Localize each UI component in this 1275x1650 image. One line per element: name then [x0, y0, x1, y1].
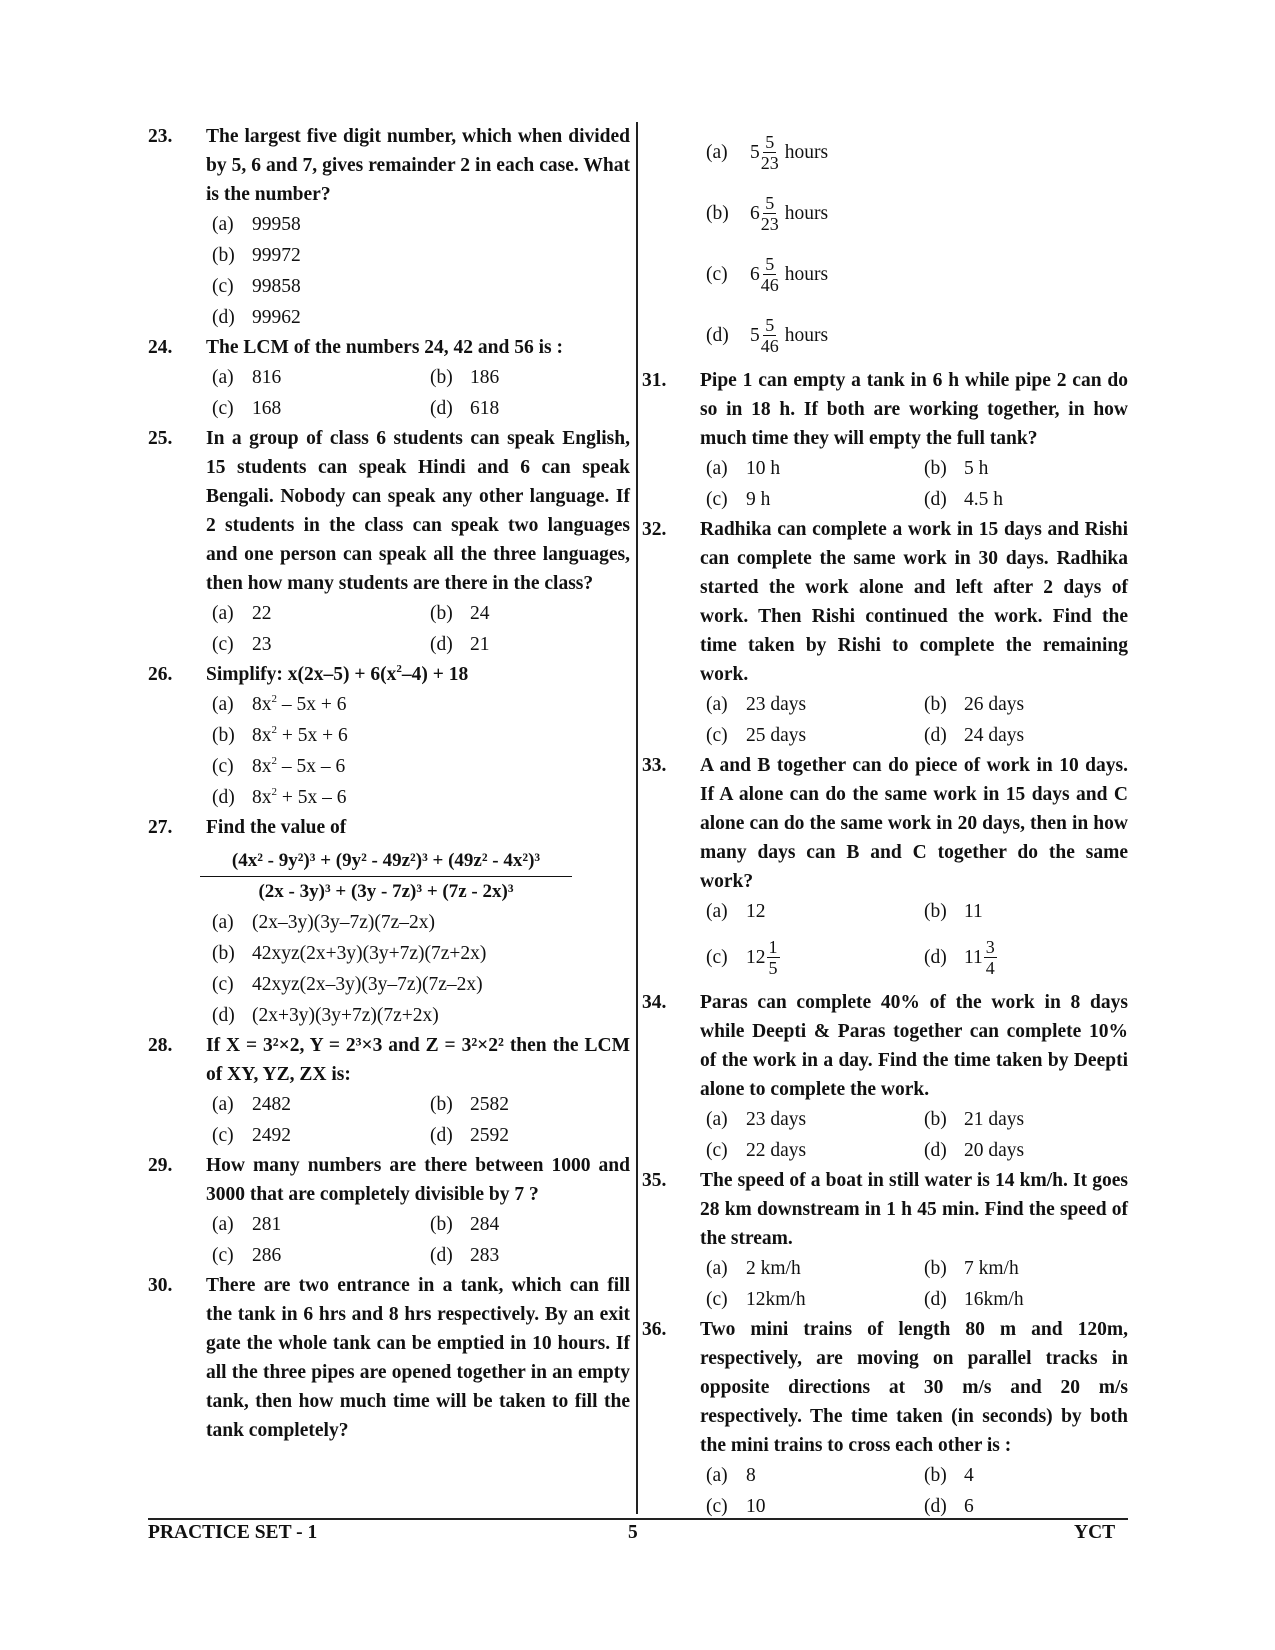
question-number: 25. [148, 428, 173, 449]
question-number: 31. [642, 370, 667, 391]
footer-series-title: PRACTICE SET - 1 [148, 1522, 318, 1543]
right-column [642, 122, 1128, 1522]
option-d: (d) 283 [430, 1245, 500, 1266]
option-a: (a) 10 h [706, 458, 781, 479]
options [700, 1253, 1128, 1315]
options [700, 896, 1128, 988]
expression-fraction [206, 848, 566, 903]
question-30-options [642, 122, 1128, 366]
column-divider [636, 122, 638, 1514]
question-text: How many numbers are there between 1000 and 3000 that are completely divisible by 7 ? [206, 1155, 630, 1205]
question-25 [148, 424, 630, 660]
question-number: 33. [642, 755, 667, 776]
option-c: (c) 25 days [706, 725, 807, 746]
question-36 [642, 1315, 1128, 1522]
option-c: (c) 42xyz(2x–3y)(3y–7z)(7z–2x) [212, 974, 483, 995]
option-b: (b) 2582 [430, 1094, 509, 1115]
option-b: (b) 7 km/h [924, 1258, 1019, 1279]
options [206, 209, 630, 333]
option-b: (b) 284 [430, 1214, 500, 1235]
option-b: (b) $8x^2 + 5x + 6$ [212, 724, 348, 746]
question-number: 30. [148, 1275, 173, 1296]
question-number: 24. [148, 337, 173, 358]
option-b: (b) 5 h [924, 458, 989, 479]
option-a: (a) (2x–3y)(3y–7z)(7z–2x) [212, 912, 436, 933]
option-a: (a) 12 [706, 901, 766, 922]
option-a: (a) $8x^2 - 5x + 6$ [212, 693, 347, 715]
option-d: (d) 5 $\frac{5}{46}$ hours [706, 315, 829, 356]
option-d: (d) 20 days [924, 1140, 1025, 1161]
options [206, 1089, 630, 1151]
question-number: 36. [642, 1319, 667, 1340]
option-c: (c) 12km/h [706, 1289, 806, 1310]
left-column [148, 122, 630, 1445]
option-c: (c) 6 $\frac{5}{46}$ hours [706, 254, 829, 295]
question-29 [148, 1151, 630, 1271]
option-b: (b) 24 [430, 603, 490, 624]
options [206, 598, 630, 660]
question-35 [642, 1166, 1128, 1315]
option-c: (c) 286 [212, 1245, 282, 1266]
question-text: Find the value of [206, 817, 347, 838]
option-d: (d) 21 [430, 634, 490, 655]
option-b: (b) 4 [924, 1465, 974, 1486]
option-d: (d) 2592 [430, 1125, 509, 1146]
option-b: (b) 11 [924, 901, 983, 922]
question-text: Simplify: $x(2x-5) + 6(x^2-4) + 18$ [206, 663, 469, 685]
question-text: Two mini trains of length 80 m and 120m, respectively, are moving on parallel tracks in opposite directions at 30 m/s and 20 m/s respectively. The time taken (in seconds) by both the mini trains to cross each other is : [700, 1319, 1128, 1456]
question-text: The largest five digit number, which when divided by 5, 6 and 7, gives remainder 2 in each case. What is the number? [206, 126, 630, 205]
option-a: (a) 816 [212, 367, 282, 388]
question-26 [148, 660, 630, 813]
option-d: (d) $8x^2 + 5x - 6$ [212, 786, 347, 808]
options [700, 689, 1128, 751]
option-a: (a) 23 days [706, 694, 807, 715]
options [700, 453, 1128, 515]
option-d: (d) (2x+3y)(3y+7z)(7z+2x) [212, 1005, 439, 1026]
footer-publisher: YCT [1074, 1522, 1116, 1543]
option-c: (c) 2492 [212, 1125, 291, 1146]
options [206, 907, 630, 1031]
question-number: 26. [148, 664, 173, 685]
option-b: (b) 42xyz(2x+3y)(3y+7z)(7z+2x) [212, 943, 487, 964]
fraction-numerator: (4x² - 9y²)³ + (9y² - 49z²)³ + (49z² - 4x²)³ [200, 848, 572, 877]
question-24 [148, 333, 630, 424]
option-a: (a) 8 [706, 1465, 756, 1486]
option-b: (b) 6 $\frac{5}{23}$ hours [706, 193, 829, 234]
option-a: (a) 2 km/h [706, 1258, 801, 1279]
option-b: (b) 186 [430, 367, 500, 388]
footer-rule [148, 1518, 1128, 1520]
option-b: (b) 99972 [212, 245, 301, 266]
question-28 [148, 1031, 630, 1151]
question-number: 32. [642, 519, 667, 540]
options [700, 1460, 1128, 1522]
question-32 [642, 515, 1128, 751]
question-33 [642, 751, 1128, 988]
question-number: 28. [148, 1035, 173, 1056]
option-d: (d) 4.5 h [924, 489, 1003, 510]
question-text: If X = 3²×2, Y = 2³×3 and Z = 3²×2² then the LCM of XY, YZ, ZX is: [206, 1035, 630, 1085]
question-30 [148, 1271, 630, 1445]
question-text: The speed of a boat in still water is 14 km/h. It goes 28 km downstream in 1 h 45 min. Find the speed of the stream. [700, 1170, 1128, 1249]
option-a: (a) 2482 [212, 1094, 291, 1115]
option-c: (c) 12 $\frac{1}{5}$ [706, 937, 778, 978]
option-d: (d) 6 [924, 1496, 974, 1517]
question-text: Pipe 1 can empty a tank in 6 h while pipe 2 can do so in 18 h. If both are working together, in how much time they will empty the full tank? [700, 370, 1128, 449]
question-number: 23. [148, 126, 173, 147]
option-d: (d) 618 [430, 398, 500, 419]
question-number: 35. [642, 1170, 667, 1191]
option-c: (c) 9 h [706, 489, 771, 510]
question-27 [148, 813, 630, 1031]
option-a: (a) 5 $\frac{5}{23}$ hours [706, 132, 829, 173]
options [206, 362, 630, 424]
question-text: Radhika can complete a work in 15 days and Rishi can complete the same work in 30 days. Radhika started the work alone and left after 2 days of work. Then Rishi continued the work. Find the time taken by Rishi to complete the remaining work. [700, 519, 1128, 685]
option-c: (c) 99858 [212, 276, 301, 297]
option-b: (b) 26 days [924, 694, 1025, 715]
option-d: (d) 24 days [924, 725, 1025, 746]
question-text: There are two entrance in a tank, which can fill the tank in 6 hrs and 8 hrs respectively. By an exit gate the whole tank can be emptied in 10 hours. If all the three pipes are opened together in an empty tank, then how much time will be taken to fill the tank completely? [206, 1275, 630, 1441]
option-a: (a) 22 [212, 603, 272, 624]
question-text: In a group of class 6 students can speak English, 15 students can speak Hindi and 6 can speak Bengali. Nobody can speak any other language. If 2 students in the class can speak two languages and one person can speak all the three languages, then how many students are there in the class? [206, 428, 630, 594]
question-23 [148, 122, 630, 333]
option-d: (d) 99962 [212, 307, 301, 328]
question-31 [642, 366, 1128, 515]
option-c: (c) 168 [212, 398, 282, 419]
option-a: (a) 23 days [706, 1109, 807, 1130]
options [206, 1209, 630, 1271]
option-c: (c) 23 [212, 634, 272, 655]
options [206, 689, 630, 813]
options [700, 1104, 1128, 1166]
page-number: 5 [628, 1522, 638, 1543]
question-text: Paras can complete 40% of the work in 8 days while Deepti & Paras together can complete 10% of the work in a day. Find the time taken by Deepti alone to complete the work. [700, 992, 1128, 1100]
question-text: A and B together can do piece of work in 10 days. If A alone can do the same work in 15 days and C alone can do the same work in 20 days, then in how many days can B and C together do the same work? [700, 755, 1128, 892]
options [700, 122, 1128, 366]
question-number: 29. [148, 1155, 173, 1176]
option-d: (d) 16km/h [924, 1289, 1024, 1310]
question-text: The LCM of the numbers 24, 42 and 56 is : [206, 337, 563, 358]
fraction-denominator: (2x - 3y)³ + (3y - 7z)³ + (7z - 2x)³ [258, 881, 514, 902]
option-c: (c) 10 [706, 1496, 766, 1517]
option-d: (d) 11 $\frac{3}{4}$ [924, 937, 995, 978]
question-number: 34. [642, 992, 667, 1013]
option-a: (a) 281 [212, 1214, 282, 1235]
question-number: 27. [148, 817, 173, 838]
option-c: (c) $8x^2 - 5x - 6$ [212, 755, 346, 777]
option-a: (a) 99958 [212, 214, 301, 235]
option-c: (c) 22 days [706, 1140, 807, 1161]
question-34 [642, 988, 1128, 1166]
option-b: (b) 21 days [924, 1109, 1025, 1130]
